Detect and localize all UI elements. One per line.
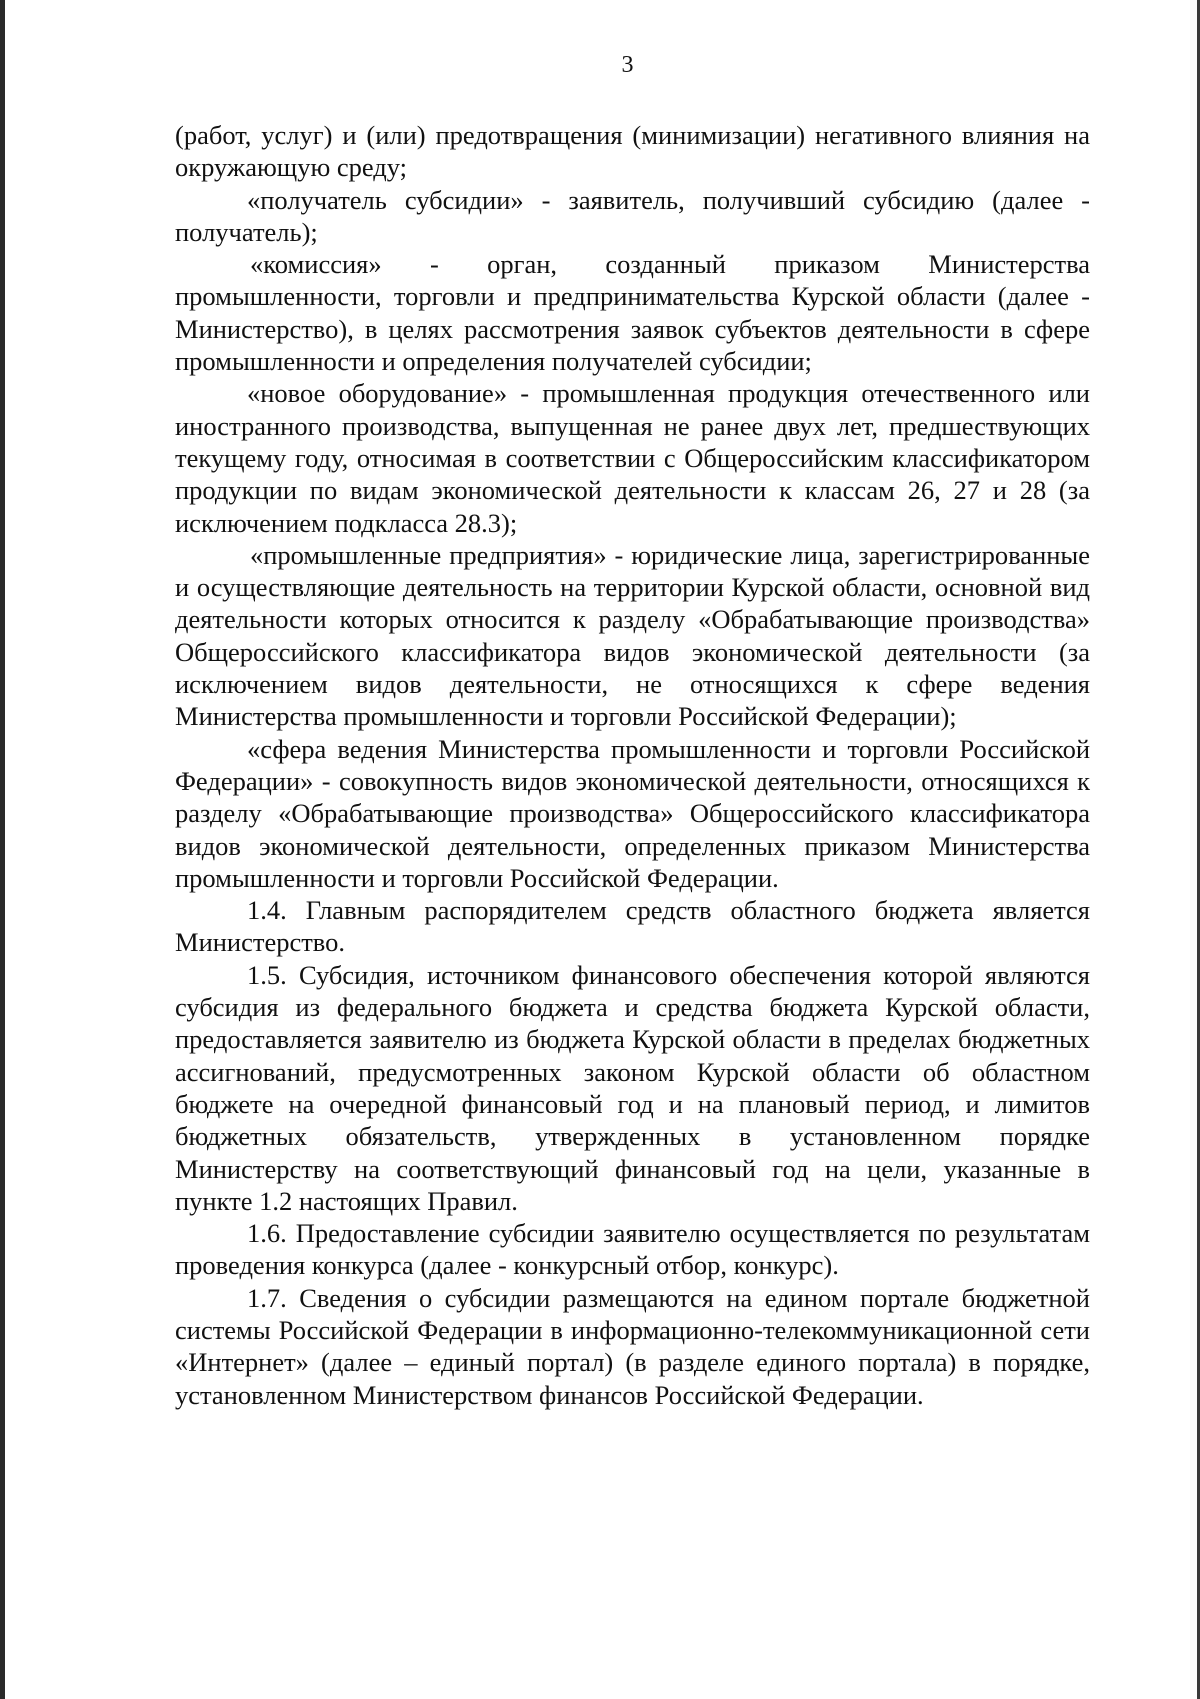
scan-border-left <box>0 0 5 1699</box>
paragraph-clause-1-6: 1.6. Предоставление субсидии заявителю осуществляется по результатам проведения конкурса (далее - конкурсный отбор, конкурс). <box>175 1218 1090 1281</box>
paragraph-definition-sphere: «сфера ведения Министерства промышленности и торговли Российской Федерации» - совокупность видов экономической деятельности, относящихся к разделу «Обрабатывающие производства» Общероссийского классификатора видов экономической деятельности, определенных приказом Министерства промышленности и торговли Российской Федерации. <box>175 733 1090 893</box>
paragraph-definition-recipient: «получатель субсидии» - заявитель, получивший субсидию (далее - получатель); <box>175 184 1090 247</box>
paragraph-definition-new-equipment: «новое оборудование» - промышленная продукция отечественного или иностранного производства, выпущенная не ранее двух лет, предшествующих текущему году, относимая в соответствии с Общероссийским классификатором продукции по видам экономической деятельности к классам 26, 27 и 28 (за исключением подкласса 28.3); <box>175 378 1090 538</box>
document-body <box>175 119 1090 1411</box>
page-number: 3 <box>621 52 634 78</box>
paragraph-clause-1-7: 1.7. Сведения о субсидии размещаются на едином портале бюджетной системы Российской Федерации в информационно-телекоммуникационной сети «Интернет» (далее – единый портал) (в разделе единого портала) в порядке, установленном Министерством финансов Российской Федерации. <box>175 1282 1090 1410</box>
paragraph-definition-industrial-enterprises: «промышленные предприятия» - юридические лица, зарегистрированные и осуществляющие деятельность на территории Курской области, основной вид деятельности которых относится к разделу «Обрабатывающие производства» Общероссийского классификатора видов экономической деятельности (за исключением видов деятельности, не относящихся к сфере ведения Министерства промышленности и торговли Российской Федерации); <box>175 539 1090 732</box>
paragraph-definition-commission: «комиссия» - орган, созданный приказом Министерства промышленности, торговли и предпринимательства Курской области (далее - Министерство), в целях рассмотрения заявок субъектов деятельности в сфере промышленности и определения получателей субсидии; <box>175 249 1090 377</box>
paragraph-clause-1-5: 1.5. Субсидия, источником финансового обеспечения которой являются субсидия из федерального бюджета и средства бюджета Курской области, предоставляется заявителю из бюджета Курской области в пределах бюджетных ассигнований, предусмотренных законом Курской области об областном бюджете на очередной финансовый год и на плановый период, и лимитов бюджетных обязательств, утвержденных в установленном порядке Министерству на соответствующий финансовый год на цели, указанные в пункте 1.2 настоящих Правил. <box>175 959 1090 1216</box>
paragraph-continuation: (работ, услуг) и (или) предотвращения (минимизации) негативного влияния на окружающую среду; <box>175 120 1090 183</box>
paragraph-clause-1-4: 1.4. Главным распорядителем средств областного бюджета является Министерство. <box>175 895 1090 958</box>
